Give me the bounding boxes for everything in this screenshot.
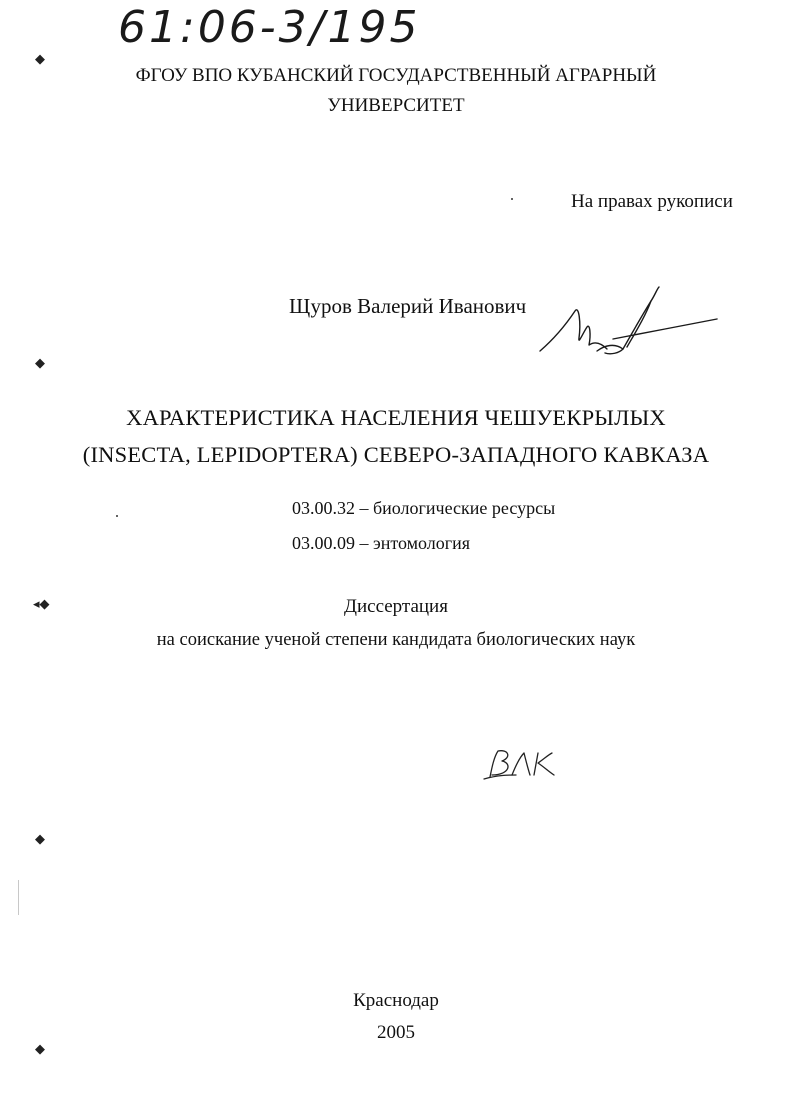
binding-hole-mark: ◂◆: [33, 597, 50, 612]
handwritten-archive-code: 61:06-3/195: [118, 2, 421, 53]
document-type-label: Диссертация: [344, 596, 448, 617]
binding-hole-mark: ◆: [35, 1042, 45, 1057]
dissertation-title: [0, 399, 792, 473]
degree-purpose-line: на соискание ученой степени кандидата биологических наук: [156, 630, 636, 650]
scan-speck: [116, 515, 118, 517]
institution-name: [0, 61, 792, 121]
title-line-1: ХАРАКТЕРИСТИКА НАСЕЛЕНИЯ ЧЕШУЕКРЫЛЫХ: [126, 405, 666, 430]
publication-year: 2005: [377, 1022, 415, 1043]
scan-edge-line: [18, 880, 19, 915]
author-name: Щуров Валерий Иванович: [289, 294, 527, 318]
scan-speck: [511, 198, 513, 200]
signature-image: [535, 283, 720, 368]
binding-hole-mark: ◆: [35, 356, 45, 371]
institution-line-1: ФГОУ ВПО КУБАНСКИЙ ГОСУДАРСТВЕННЫЙ АГРАРНЫЙ: [135, 65, 657, 86]
binding-hole-mark: ◆: [35, 52, 45, 67]
specialty-code-1: 03.00.32 – биологические ресурсы: [292, 498, 556, 518]
handwritten-vak-mark: [478, 745, 558, 785]
city-name: Краснодар: [353, 990, 439, 1011]
title-line-2: (INSECTA, LEPIDOPTERA) СЕВЕРО-ЗАПАДНОГО КАВКАЗА: [82, 442, 710, 467]
specialty-code-2: 03.00.09 – энтомология: [292, 533, 471, 553]
institution-line-2: УНИВЕРСИТЕТ: [327, 95, 465, 116]
binding-hole-mark: ◆: [35, 832, 45, 847]
manuscript-rights-note: На правах рукописи: [571, 191, 733, 212]
